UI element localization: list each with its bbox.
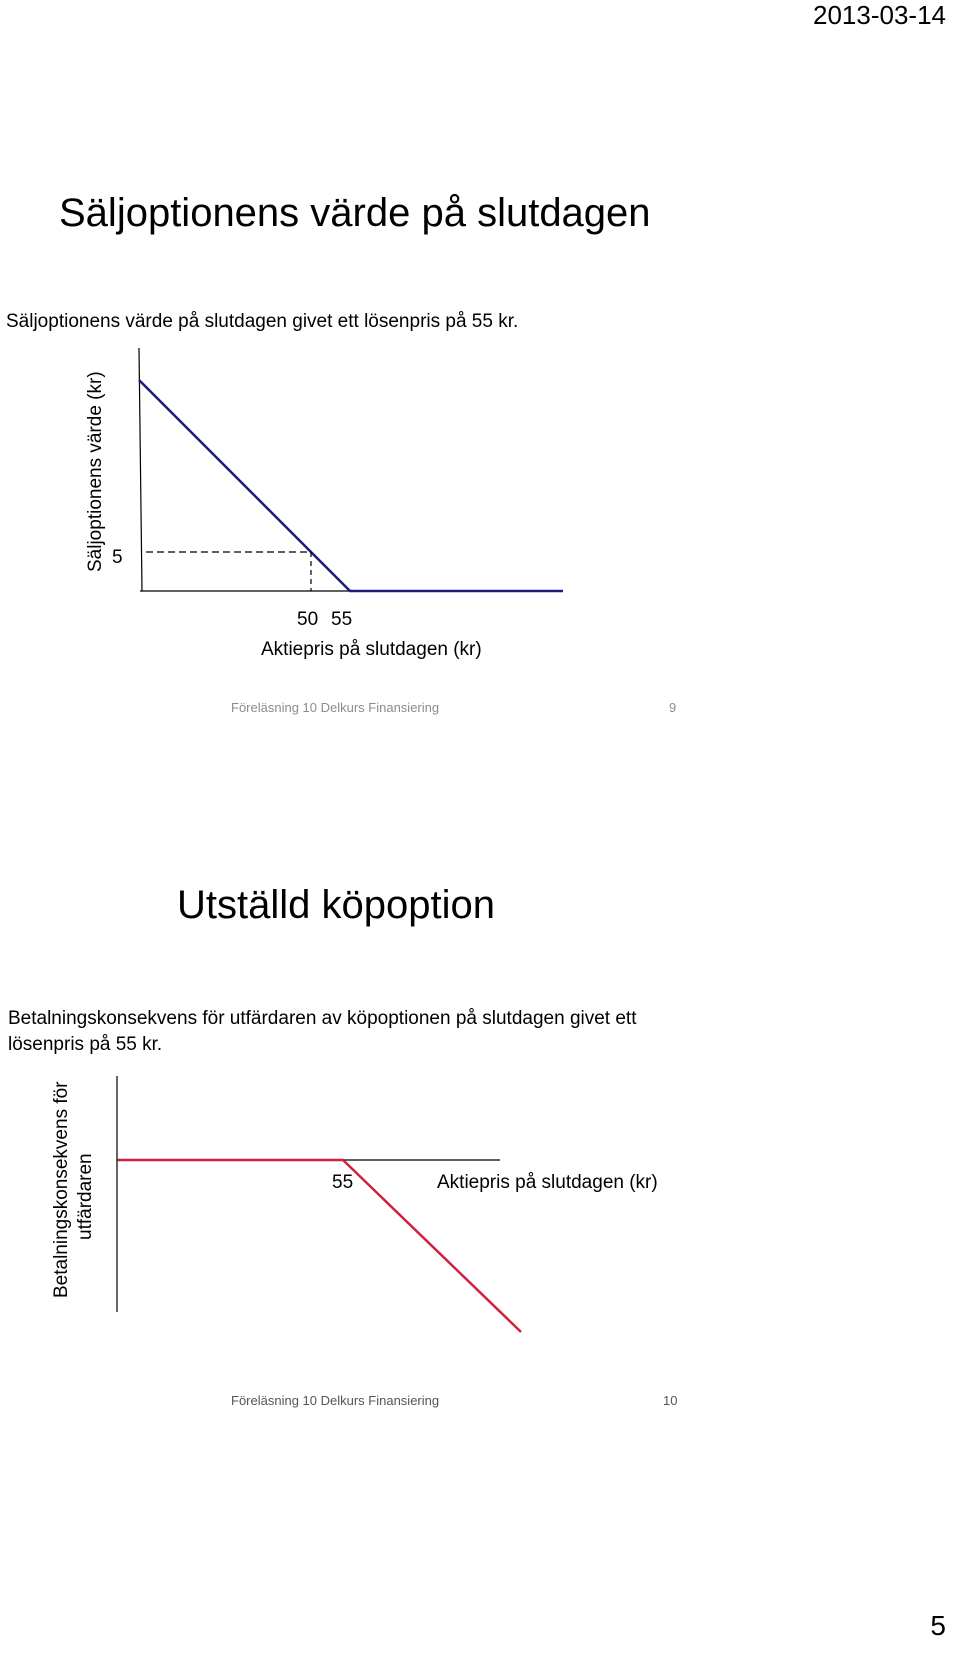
- slide1-subtitle: Säljoptionens värde på slutdagen givet ett lösenpris på 55 kr.: [6, 311, 519, 332]
- slide2-y-axis-label-line2: utfärdaren: [75, 1153, 96, 1240]
- slide1-x-axis-label: Aktiepris på slutdagen (kr): [261, 639, 482, 660]
- x-tick-55: 55: [331, 609, 353, 630]
- slide2-subtitle-line2: lösenpris på 55 kr.: [8, 1034, 163, 1055]
- slide1-footer-number: 9: [669, 700, 677, 715]
- x-tick-55: 55: [332, 1172, 354, 1193]
- slide2-title: Utställd köpoption: [177, 883, 495, 927]
- slide2-subtitle-line1: Betalningskonsekvens för utfärdaren av köpoptionen på slutdagen givet ett: [8, 1008, 637, 1029]
- slide1-title: Säljoptionens värde på slutdagen: [59, 191, 651, 235]
- slide2-x-axis-label: Aktiepris på slutdagen (kr): [437, 1172, 658, 1193]
- slide1-y-axis-label: Säljoptionens värde (kr): [85, 371, 106, 572]
- slide2-footer-text: Föreläsning 10 Delkurs Finansiering: [231, 1393, 440, 1408]
- y-tick-5: 5: [112, 547, 123, 568]
- page-date: 2013-03-14: [813, 0, 946, 30]
- x-tick-50: 50: [297, 609, 319, 630]
- slide1-footer-text: Föreläsning 10 Delkurs Finansiering: [231, 700, 440, 715]
- page-number: 5: [930, 1610, 946, 1641]
- slide2-footer-number: 10: [663, 1393, 678, 1408]
- slide2-y-axis-label-line1: Betalningskonsekvens för: [51, 1081, 72, 1298]
